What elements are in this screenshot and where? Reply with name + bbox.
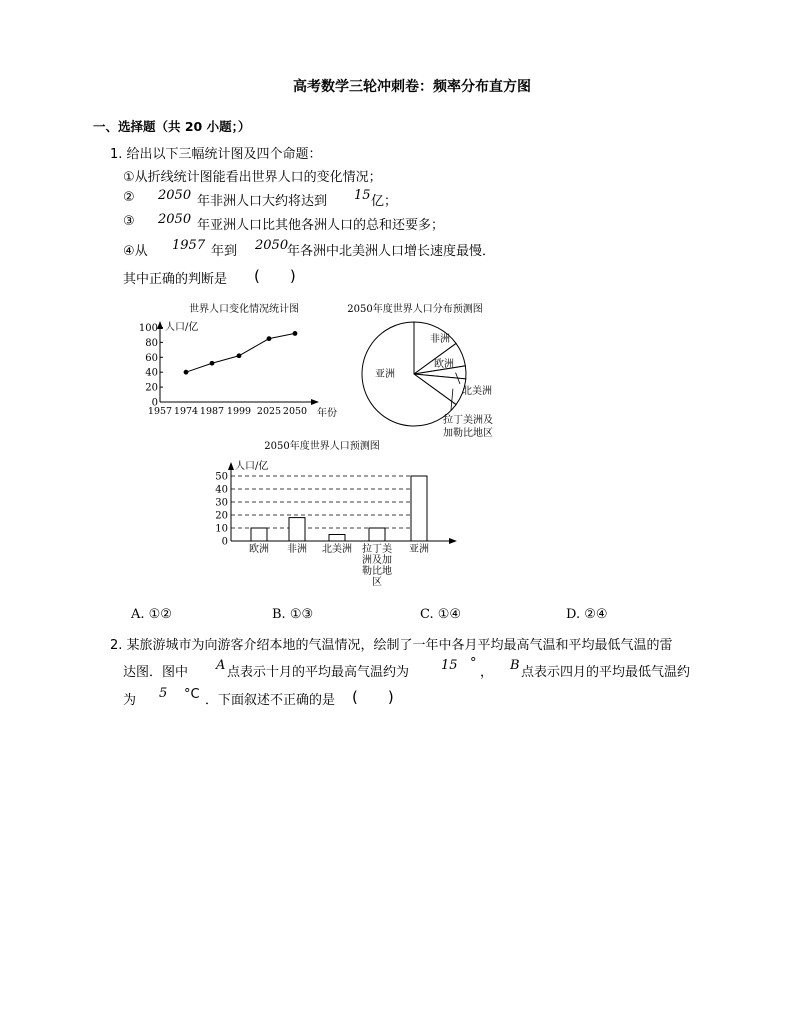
q1-ask: 其中正确的判断是 (123, 272, 228, 287)
q1-stem: 1. 给出以下三幅统计图及四个命题： (110, 147, 322, 162)
x-tick-label: 洲及加 (362, 555, 392, 566)
data-point (293, 331, 298, 336)
y-tick-label: 60 (145, 352, 158, 364)
q2-line-2-c: 点表示四月的平均最低气温约 (521, 665, 691, 680)
x-tick-label: 1974 (173, 406, 199, 417)
x-tick-label: 亚洲 (409, 544, 429, 555)
q2-comma: ， (480, 665, 494, 680)
q1-choice-d[interactable]: D. ②④ (566, 607, 608, 622)
q1-p2-text-b: 亿； (371, 194, 398, 209)
pie-label: 非洲 (430, 334, 450, 345)
y-tick-label: 100 (138, 322, 158, 334)
data-point (237, 353, 242, 358)
pie-chart-plot (362, 322, 493, 439)
pie-chart-title: 2050年度世界人口分布预测图 (347, 304, 483, 315)
pie-label-line: 加勒比地区 (443, 428, 493, 439)
x-tick-label: 非洲 (287, 544, 307, 555)
x-tick-label: 1957 (147, 406, 173, 417)
q2-line-3-b: ．下面叙述不正确的是 (205, 693, 336, 708)
pie-label-line: 拉丁美洲及 (443, 415, 493, 426)
x-axis-arrow (449, 538, 457, 544)
y-tick-label: 30 (215, 497, 228, 509)
q1-p4-mark: ④从 (123, 244, 148, 259)
line-chart-title: 世界人口变化情况统计图 (189, 304, 299, 315)
bar-chart (212, 438, 462, 598)
y-axis-arrow (228, 462, 234, 470)
q2-number-1: 15 (441, 658, 458, 673)
y-tick-label: 80 (145, 337, 158, 349)
bar (411, 476, 427, 541)
x-axis-arrow (311, 399, 319, 405)
q1-choice-c[interactable]: C. ①④ (420, 607, 462, 622)
q1-p2-number: 15 (354, 188, 371, 203)
x-tick-label: 欧洲 (249, 544, 269, 555)
y-tick-label: 0 (151, 397, 158, 409)
bar (329, 535, 345, 542)
x-tick-label: 1999 (226, 406, 252, 417)
x-tick-label: 拉丁美 (362, 544, 392, 555)
q1-p4-year-1: 1957 (172, 238, 206, 253)
q1-choice-b[interactable]: B. ①③ (272, 607, 314, 622)
pie-label: 欧洲 (434, 359, 454, 370)
q1-p4-text-a: 年到 (211, 244, 238, 259)
pie-label: 北美洲 (462, 386, 492, 397)
q1-p2-mark: ② (123, 190, 135, 205)
x-axis-label: 年份 (317, 408, 337, 419)
q2-point-b: B (510, 658, 520, 673)
q1-choice-a[interactable]: A. ①② (131, 607, 172, 622)
y-tick-label: 40 (215, 484, 228, 496)
page-title: 高考数学三轮冲刺卷：频率分布直方图 (293, 79, 531, 95)
y-tick-label: 40 (145, 367, 158, 379)
q1-answer-paren: ( ) (254, 267, 296, 285)
section-heading: 一、选择题（共 20 小题；） (93, 119, 251, 134)
bar (289, 518, 305, 541)
x-tick-label: 区 (372, 577, 382, 588)
line-chart (138, 298, 353, 420)
q2-point-a: A (216, 658, 226, 673)
y-axis-label: 人口/亿 (165, 322, 199, 333)
x-tick-label: 勒比地 (362, 566, 392, 577)
x-tick-label: 2050 (282, 406, 308, 417)
data-point (184, 370, 189, 375)
q1-p4-year-2: 2050 (255, 238, 289, 253)
pie-label: 亚洲 (375, 369, 395, 380)
q1-p3-mark: ③ (123, 214, 135, 229)
bar (369, 528, 385, 541)
q1-p4-text-b: 年各洲中北美洲人口增长速度最慢． (287, 244, 496, 259)
bar-chart-plot (215, 459, 457, 588)
x-tick-label: 1987 (199, 406, 225, 417)
x-tick-label: 北美洲 (322, 544, 352, 555)
q2-line-2-a: 达图．图中 (123, 665, 189, 680)
q2-line-3-a: 为 (123, 693, 137, 708)
y-tick-label: 50 (215, 471, 228, 483)
q2-answer-paren: ( ) (352, 688, 394, 706)
q2-line-2-b: 点表示十月的平均最高气温约为 (227, 665, 410, 680)
y-tick-label: 0 (221, 536, 228, 548)
q2-unit: °C (184, 687, 200, 702)
data-point (267, 336, 272, 341)
pie-chart (338, 298, 528, 440)
q2-line-1: 2. 某旅游城市为向游客介绍本地的气温情况，绘制了一年中各月平均最高气温和平均最低气温的雷 (110, 638, 673, 653)
series-line (186, 333, 295, 372)
q1-p3-year: 2050 (158, 212, 192, 227)
y-tick-label: 20 (215, 510, 228, 522)
bar-chart-title: 2050年度世界人口预测图 (264, 441, 380, 452)
x-tick-label: 2025 (256, 406, 282, 417)
y-axis-label: 人口/亿 (235, 461, 269, 472)
line-chart-plot (139, 320, 337, 419)
q2-degree: ° (470, 656, 477, 671)
q2-number-2: 5 (159, 686, 168, 701)
data-point (210, 361, 215, 366)
bar (251, 528, 267, 541)
q1-p3-text: 年亚洲人口比其他各洲人口的总和还要多； (197, 218, 445, 233)
q1-p2-text-a: 年非洲人口大约将达到 (197, 194, 328, 209)
q1-proposition-1: ①从折线统计图能看出世界人口的变化情况； (123, 170, 382, 185)
y-tick-label: 10 (215, 523, 228, 535)
y-tick-label: 20 (145, 382, 158, 394)
q1-p2-year: 2050 (158, 188, 192, 203)
